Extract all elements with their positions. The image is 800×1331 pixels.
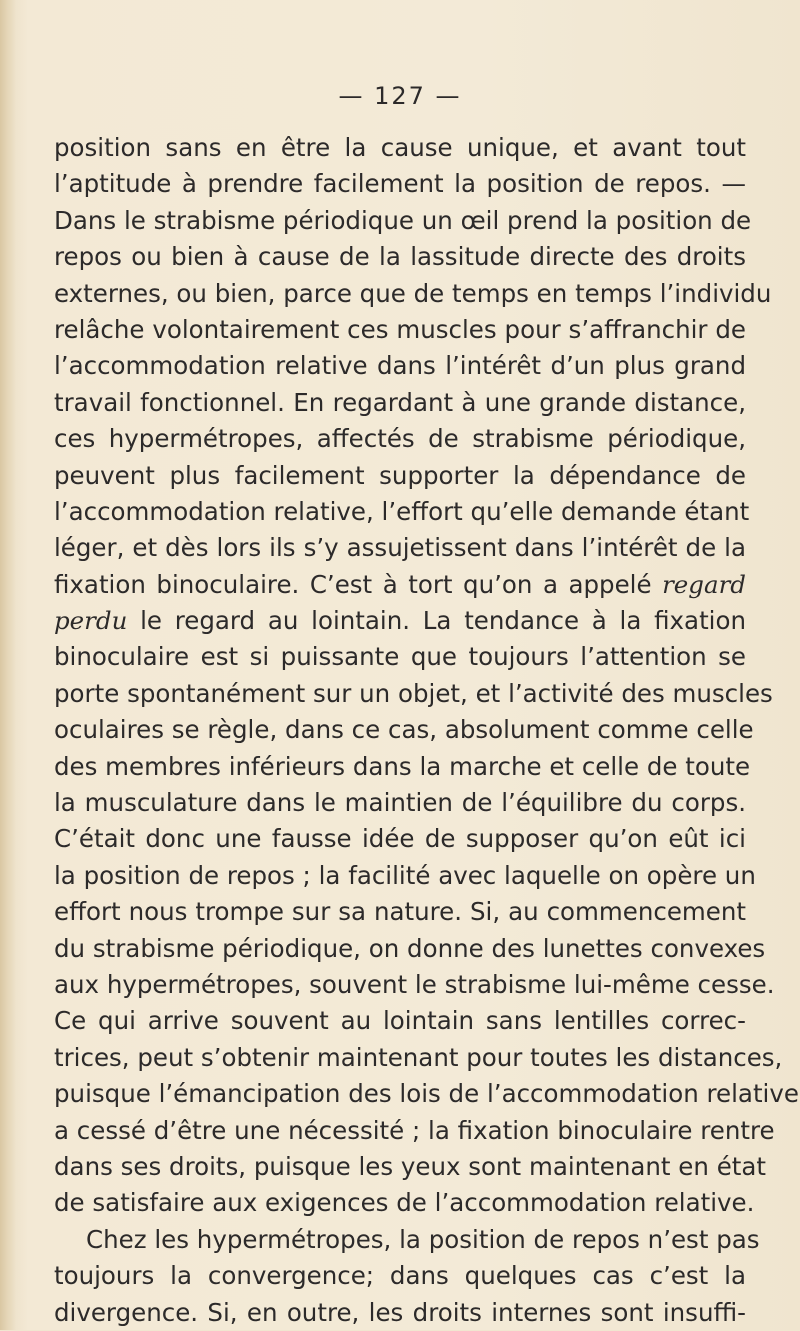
body-text <box>54 130 799 1331</box>
line-text: le regard au lointain. La tendance à la fixation <box>127 606 746 636</box>
line-text: fixation binoculaire. C’est à tort qu’on a appelé <box>54 569 663 599</box>
text-line: a cessé d’être une nécessité ; la fixation binoculaire rentre <box>54 1115 775 1145</box>
text-line: position sans en être la cause unique, et avant tout <box>54 133 746 162</box>
text-line: oculaires se règle, dans ce cas, absolument comme celle <box>54 715 754 745</box>
text-line: ces hypermétropes, affectés de strabisme périodique, <box>54 424 746 454</box>
text-line: l’accommodation relative dans l’intérêt d’un plus grand <box>54 351 746 381</box>
text-line: l’aptitude à prendre facilement la position de repos. — <box>54 169 746 199</box>
text-line: toujours la convergence; dans quelques cas c’est la <box>54 1261 746 1291</box>
text-line: relâche volontairement ces muscles pour s’affranchir de <box>54 314 746 344</box>
text-line: Dans le strabisme périodique un œil prend la position de <box>54 205 752 235</box>
text-line: la musculature dans le maintien de l’équilibre du corps. <box>54 788 746 818</box>
text-line: externes, ou bien, parce que de temps en temps l’individu <box>54 278 772 308</box>
text-line: divergence. Si, en outre, les droits internes sont insuffi- <box>54 1297 746 1327</box>
text-line: la position de repos ; la facilité avec laquelle on opère un <box>54 860 756 890</box>
binding-edge <box>0 0 16 1330</box>
text-line: de satisfaire aux exigences de l’accommodation relative. <box>54 1188 755 1218</box>
italic-term: perdu <box>54 606 128 636</box>
text-line: aux hypermétropes, souvent le strabisme lui-même cesse. <box>54 969 775 999</box>
text-line: porte spontanément sur un objet, et l’activité des muscles <box>54 678 773 708</box>
text-line: peuvent plus facilement supporter la dépendance de <box>54 460 746 490</box>
text-line: des membres inférieurs dans la marche et celle de toute <box>54 751 751 781</box>
italic-term: regard <box>662 569 746 599</box>
text-line: Ce qui arrive souvent au lointain sans lentilles correc- <box>54 1006 746 1036</box>
text-line: léger, et dès lors ils s’y assujetissent dans l’intérêt de la <box>54 533 746 563</box>
text-line: travail fonctionnel. En regardant à une grande distance, <box>54 387 746 417</box>
text-line: dans ses droits, puisque les yeux sont maintenant en état <box>54 1151 766 1181</box>
text-line <box>54 603 746 639</box>
text-line: Chez les hypermétropes, la position de repos n’est pas <box>86 1224 760 1254</box>
text-line: du strabisme périodique, on donne des lunettes convexes <box>54 933 766 963</box>
text-line: repos ou bien à cause de la lassitude directe des droits <box>54 242 746 272</box>
text-line <box>54 567 746 603</box>
text-line: effort nous trompe sur sa nature. Si, au commencement <box>54 897 746 927</box>
text-line: C’était donc une fausse idée de supposer qu’on eût ici <box>54 824 746 854</box>
text-line: puisque l’émancipation des lois de l’accommodation relative <box>54 1079 799 1109</box>
text-line: l’accommodation relative, l’effort qu’elle demande étant <box>54 496 750 526</box>
text-line: trices, peut s’obtenir maintenant pour toutes les distances, <box>54 1042 783 1072</box>
page-number: — 127 — <box>338 82 462 110</box>
text-line: binoculaire est si puissante que toujours l’attention se <box>54 642 746 672</box>
